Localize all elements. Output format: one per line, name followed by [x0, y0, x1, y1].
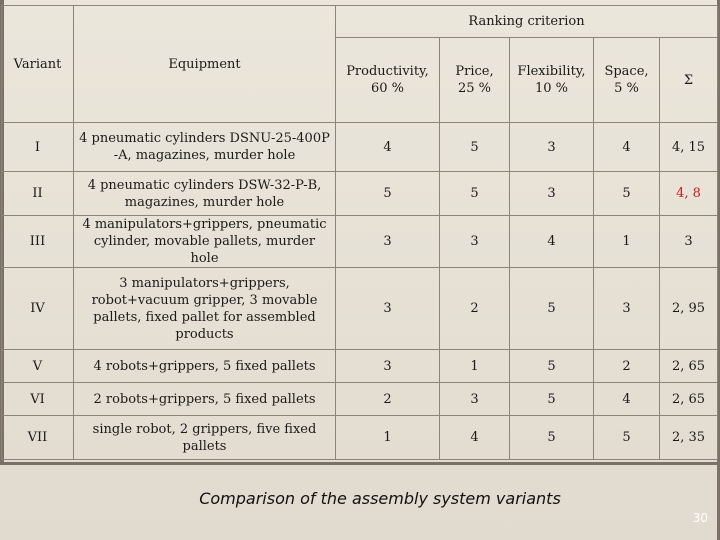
- productivity-cell: 3: [336, 268, 440, 350]
- page-number: 30: [692, 511, 708, 525]
- productivity-cell: 5: [336, 172, 440, 216]
- space-cell: 4: [594, 123, 660, 172]
- equipment-cell: 3 manipulators+grippers, robot+vacuum gripper, 3 movable pallets, fixed pallet for assembled products: [74, 268, 336, 350]
- productivity-cell: 1: [336, 416, 440, 460]
- sum-header: Σ: [660, 38, 718, 123]
- flexibility-cell: 5: [510, 350, 594, 383]
- space-cell: 3: [594, 268, 660, 350]
- equipment-cell: 4 pneumatic cylinders DSW-32-P-B, magazines, murder hole: [74, 172, 336, 216]
- equipment-column-header: Equipment: [74, 6, 336, 123]
- table-row: [2, 268, 718, 350]
- price-cell: 3: [440, 216, 510, 268]
- ranking-criterion-header: Ranking criterion: [336, 6, 718, 38]
- productivity-cell: 2: [336, 383, 440, 416]
- productivity-cell: 4: [336, 123, 440, 172]
- variant-cell: V: [2, 350, 74, 383]
- flexibility-cell: 3: [510, 123, 594, 172]
- flexibility-cell: 3: [510, 172, 594, 216]
- equipment-cell: 4 manipulators+grippers, pneumatic cylinder, movable pallets, murder hole: [74, 216, 336, 268]
- sum-cell: 2, 65: [660, 350, 718, 383]
- space-cell: 2: [594, 350, 660, 383]
- sum-cell: 2, 65: [660, 383, 718, 416]
- equipment-cell: 4 pneumatic cylinders DSNU-25-400P -A, magazines, murder hole: [74, 123, 336, 172]
- price-cell: 3: [440, 383, 510, 416]
- price-cell: 5: [440, 172, 510, 216]
- sum-cell: 2, 35: [660, 416, 718, 460]
- table-row: [2, 416, 718, 460]
- table-row: [2, 216, 718, 268]
- equipment-cell: 2 robots+grippers, 5 fixed pallets: [74, 383, 336, 416]
- equipment-cell: 4 robots+grippers, 5 fixed pallets: [74, 350, 336, 383]
- table-row: [2, 123, 718, 172]
- variant-cell: III: [2, 216, 74, 268]
- space-cell: 5: [594, 416, 660, 460]
- variants-table: [1, 5, 718, 460]
- sum-cell: 4, 15: [660, 123, 718, 172]
- header-row-top: [2, 6, 718, 38]
- table-row: [2, 383, 718, 416]
- variant-cell: II: [2, 172, 74, 216]
- slide-caption: Comparison of the assembly system variants: [199, 489, 561, 508]
- flexibility-cell: 5: [510, 268, 594, 350]
- price-cell: 4: [440, 416, 510, 460]
- flexibility-header: Flexibility, 10 %: [510, 38, 594, 123]
- productivity-header: Productivity, 60 %: [336, 38, 440, 123]
- price-cell: 2: [440, 268, 510, 350]
- variant-cell: VI: [2, 383, 74, 416]
- flexibility-cell: 5: [510, 383, 594, 416]
- variant-column-header: Variant: [2, 6, 74, 123]
- variant-cell: I: [2, 123, 74, 172]
- space-cell: 1: [594, 216, 660, 268]
- sum-cell: 3: [660, 216, 718, 268]
- price-cell: 5: [440, 123, 510, 172]
- productivity-cell: 3: [336, 216, 440, 268]
- table-row: [2, 172, 718, 216]
- space-header: Space, 5 %: [594, 38, 660, 123]
- flexibility-cell: 5: [510, 416, 594, 460]
- table-row: [2, 350, 718, 383]
- space-cell: 5: [594, 172, 660, 216]
- bottom-rule: [0, 462, 720, 465]
- sum-cell: 2, 95: [660, 268, 718, 350]
- variant-cell: VII: [2, 416, 74, 460]
- space-cell: 4: [594, 383, 660, 416]
- productivity-cell: 3: [336, 350, 440, 383]
- sum-cell-best: 4, 8: [660, 172, 718, 216]
- flexibility-cell: 4: [510, 216, 594, 268]
- variant-cell: IV: [2, 268, 74, 350]
- price-header: Price, 25 %: [440, 38, 510, 123]
- price-cell: 1: [440, 350, 510, 383]
- equipment-cell: single robot, 2 grippers, five fixed pallets: [74, 416, 336, 460]
